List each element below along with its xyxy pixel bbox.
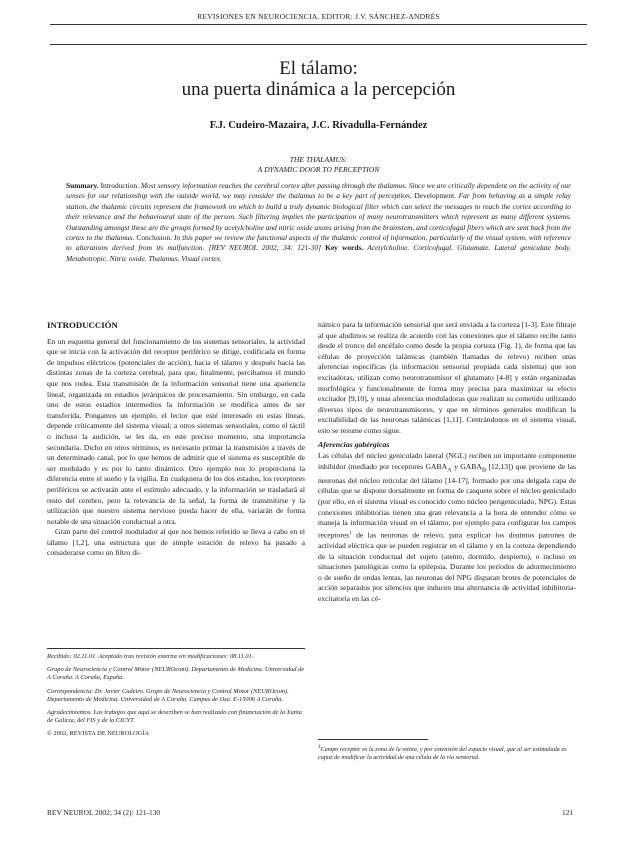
text-run: y GABA bbox=[451, 461, 482, 471]
body-paragraph: Gran parte del control modulador al que nos hemos referido se lleva a cabo en el tálamo [1,2], una estructura que de simple estación de relevo ha pasado a considerarse como un filtro di- bbox=[47, 527, 305, 558]
right-column bbox=[318, 320, 576, 604]
running-header: REVISIONES EN NEUROCIENCIA. EDITOR: J.V. SÁNCHEZ-ANDRÉS bbox=[197, 12, 440, 21]
header-rule-top bbox=[50, 24, 587, 25]
left-column bbox=[47, 320, 305, 559]
conclusion-label: Conclusion. bbox=[136, 233, 172, 243]
text-run: Las células del núcleo geniculado lateral (NGL) reciben un importante componente inhibidor (mediado por receptores GABA bbox=[318, 451, 576, 471]
title-line-2: una puerta dinámica a la percepción bbox=[181, 79, 456, 100]
introduction-label: Introduction. bbox=[100, 181, 139, 190]
article-title bbox=[0, 58, 637, 100]
subsection-heading-aferencias: Aferencias gabérgicas bbox=[318, 439, 390, 449]
header-rule-bottom bbox=[50, 44, 587, 45]
article-footnotes bbox=[47, 648, 305, 744]
footnote-text: Campo receptor es la zona de la retina, y por extensión del espacio visual, que al ser estimulada es capaz de modificar la actividad de una célula de la vía sensorial. bbox=[318, 746, 567, 761]
footnote-reference: 1 bbox=[349, 530, 352, 536]
english-title-line-2: A DYNAMIC DOOR TO PERCEPTION bbox=[257, 165, 380, 174]
correspondence-note: Correspondencia: Dr. Javier Cudeiro. Grupo de Neurociencia y Control Motor (NEUROcom). Departamento de Medicina. Universidad de A Coruña. Campus de Oza. E-15006 A Coruña. bbox=[47, 687, 289, 703]
footnote-rule-short bbox=[318, 739, 428, 740]
english-title bbox=[0, 155, 637, 175]
acknowledgements-note: Agradecimientos. Los trabajos que aquí se describen se han realizado con financiación de la Xunta de Galicia, del FIS y de la CICYT. bbox=[47, 709, 302, 725]
body-paragraph: námico para la información sensorial que será enviada a la corteza [1-3]. Este filtraje al que aludimos se realiza de acuerdo con las conexiones que el tálamo recibe tanto desde el tronco del encéfalo como desde la propia corteza (Fig. 1), de forma que las células de proyección talámicas (también llamadas de relevo) reciben unas aferencias específicas (la información sensorial propiada cada sistema) que son excitadoras, utilizan como neurotransmisor el glutamato [4-8] y están organizadas morfológica y funcionalmente de forma muy precisa para maximizar su efecto excitador [9,10], y unas aferencias moduladoras que realizan su cometido utilizando diversos tipos de neurotransmisores, y que en términos generales modifican la excitabilidad de las neuronas talámicas [1,11]. Centrándonos en el sistema visual, esto se resume como sigue. bbox=[318, 320, 576, 435]
body-paragraph: En un esquema general del funcionamiento de los sistemas sensoriales, la actividad que se inicia con la activación del receptor periférico se dirige, codificada en forma de impulsos eléctricos (potenciales de acción), hacia el tálamo y después hacia las distintas zonas de la corteza cerebral, para que, finalmente, percibamos el mundo que nos rodea. Esta transmisión de la información sensorial tiene una apariencia lineal, organizada en estadios jerárquicos de procesamiento. Sin embargo, en cada uno de estos estadios intermedios la información se modifica antes de ser transferida. Pongamos un ejemplo, el lector que esté interesado en estas líneas, depende críticamente del sistema visual; a otros sistemas sensoriales, como el táctil o incluso la audición, se les da, en este preciso momento, una importancia secundaria. Dicho en otros términos, es necesario primar la transmisión a través de un determinado canal, por lo que hemos de admitir que el sistema es susceptible de ser modulado y es por lo tanto dinámico. Otro ejemplo nos lo proporciona la diferencia entre el sueño y la vigilia. En cualquiera de los dos estados, los receptores periféricos se activarán ante el estímulo adecuado, y la información se trasladará al resto del cerebro, pero la relevancia de la señal, la forma de transmitirse y la utilización que nuestro sistema nervioso pueda hacer de ella, variarán de forma notable de una situación conductual a otra. bbox=[47, 336, 305, 526]
conclusion-text: In this paper we review the functional aspects of the thalamic control of information, particularly of the visual system, with reference to alterations derived from its malfunction. [REV NEUROL 2002; 34: 121-30] bbox=[66, 233, 571, 253]
section-heading-introduccion: INTRODUCCIÓN bbox=[47, 320, 118, 330]
copyright-note: © 2002, REVISTA DE NEUROLOGÍA bbox=[47, 730, 150, 738]
footnote-number: 1 bbox=[318, 745, 321, 750]
footnote-rule bbox=[47, 648, 305, 649]
text-run: de las neuronas de relevo, para explicar los distintos patrones de actividad eléctrica que se pueden registrar en el tálamo y en la corteza dependiendo de la situación conductual del sujeto (atento, dormido, despierto), o incluso en situaciones patológicas como la epilepsia. Durante los períodos de adormecimiento o de sueño de ondas lentas, las neuronas del NPG disparan brotes de potenciales de acción separados por silencios que inducen una alternancia de actividad inhibitoria-excitatoria en las cé- bbox=[318, 530, 576, 603]
received-note: Recibido: 02.11.01. Aceptado tras revisión externa sin modificaciones: 08.11.01. bbox=[47, 653, 254, 660]
journal-reference: REV NEUROL 2002; 34 (2): 121-130 bbox=[47, 808, 161, 817]
development-text: Far from behaving as a simple relay station, the thalamic circuits represent the framework on which to build a truly dynamic biological filter which can select the messages to reach the cortex according to their relevance and the behavioural state of the person. Such filtering implies the participation of many neurotransmitters which represent as many different systems. Outstanding amongst these are the groups formed by acetylcholine and nitric oxide axons arising from the brainstem, and corticofugal fibers which are sent back from the cortex to the thalamus. bbox=[66, 191, 571, 243]
english-title-line-1: THE THALAMUS: bbox=[289, 155, 348, 164]
text-run: [12,13]) que proviene de las neuronas del núcleo reticular del tálamo [14-17], formado por una delgada capa de células que se dispone dorsalmente en forma de casquete sobre el núcleo geniculado (por ello, en el sistema visual es conocido como núcleo perigeniculado, NPG). Estas conexiones inhibitorias tienen una gran relevancia a la hora de entender cómo se maneja la información visual en el tálamo, por ejemplo para configurar los campos receptores bbox=[318, 461, 576, 540]
author-list: F.J. Cudeiro-Mazaira, J.C. Rivadulla-Fernández bbox=[209, 120, 428, 131]
introduction-text: Most sensory information reaches the cerebral cortex after passing through the thalamus. Since we are critically dependent on the activity of our senses for our relationship with the outside world, we may consider the thalamus to be a key part of perception. bbox=[66, 181, 571, 201]
affiliation-note: Grupo de Neurociencia y Control Motor (NEUROcom). Departamento de Medicina. Universidad de A Coruña. A Coruña, España. bbox=[47, 666, 305, 682]
subscript-b: B bbox=[481, 466, 487, 474]
abstract bbox=[66, 181, 571, 264]
column-footnote bbox=[318, 739, 576, 762]
body-paragraph-gaba bbox=[318, 451, 576, 604]
page-number: 121 bbox=[562, 808, 574, 817]
keywords-label: Key words. bbox=[325, 243, 364, 253]
title-line-1: El tálamo: bbox=[279, 58, 358, 79]
summary-label: Summary. bbox=[66, 181, 99, 190]
development-label: Development. bbox=[414, 191, 456, 201]
keywords-text: Acetylcholine. Corticofugal. Glutamate. Lateral geniculate body. Metabotropic. Nitric oxide. Thalamus. Visual cortex. bbox=[66, 243, 571, 263]
subscript-a: A bbox=[447, 466, 452, 474]
